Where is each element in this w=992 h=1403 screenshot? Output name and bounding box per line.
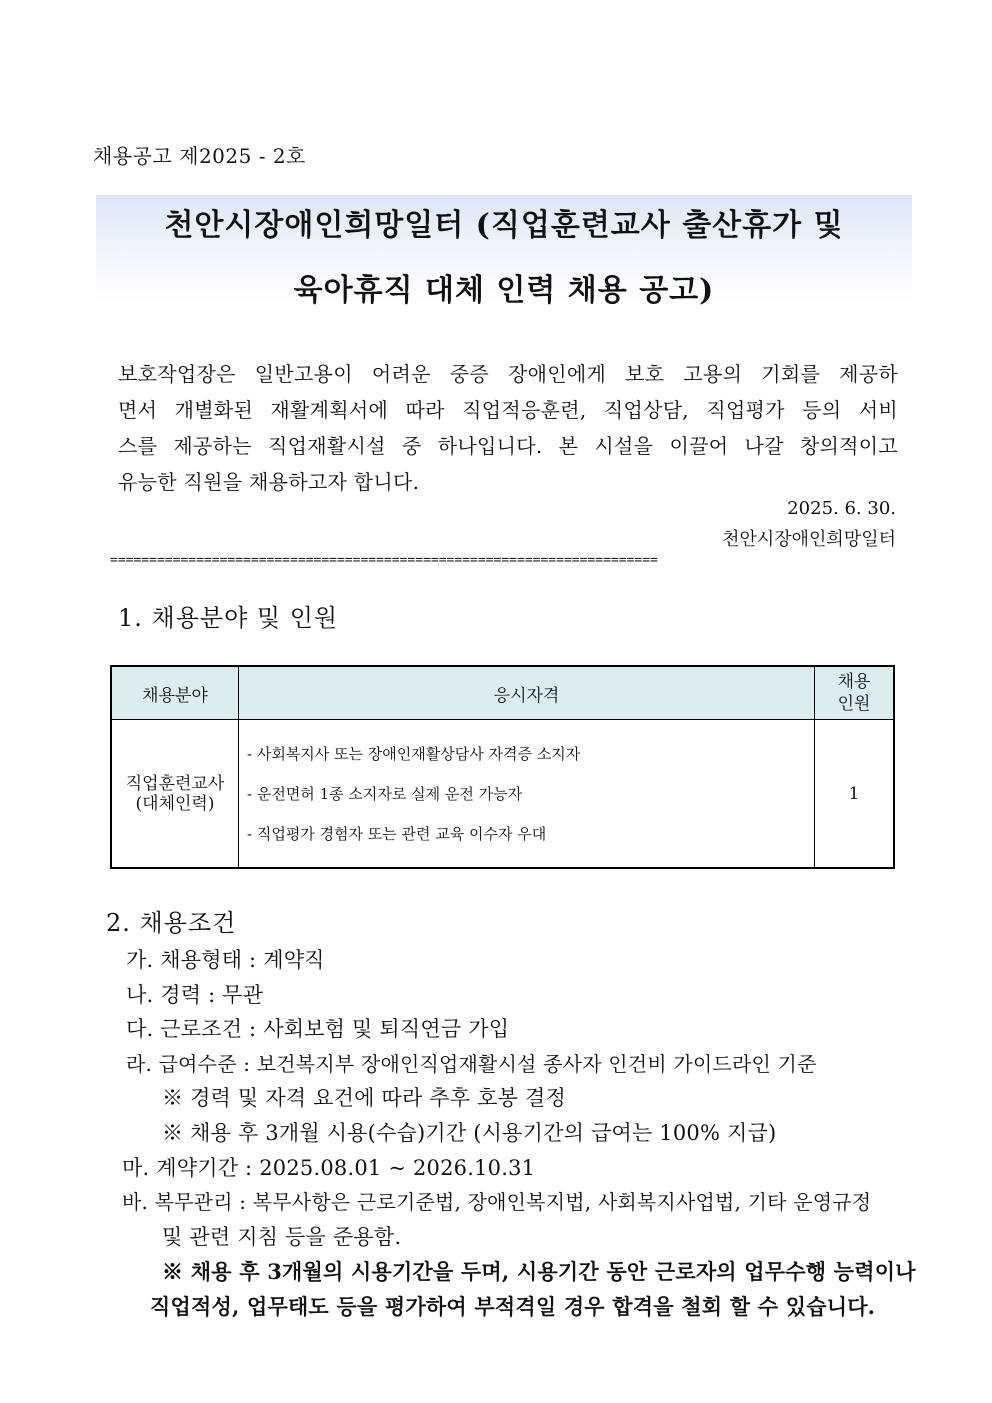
qualification-item: - 사회복지사 또는 장애인재활상담사 자격증 소지자 [247,744,581,763]
header-count-line1: 채용 [837,672,871,692]
probation-note-line1: ※ 채용 후 3개월의 시용기간을 두며, 시용기간 동안 근로자의 업무수행 능력이나 [162,1259,916,1284]
field-line2: (대체인력) [135,793,215,814]
condition-contract-period: 마. 계약기간 : 2025.08.01 ~ 2026.10.31 [122,1156,536,1180]
probation-note-line2: 직업적성, 업무태도 등을 평가하여 부적격일 경우 합격을 철회 할 수 있습니다. [150,1294,876,1319]
field-line1: 직업훈련교사 [125,773,225,794]
cell-qualifications [239,720,815,869]
table-row [111,720,894,869]
qualification-item: - 운전면허 1종 소지자로 실제 운전 가능자 [247,784,523,803]
intro-paragraph [118,356,898,500]
header-count [815,666,895,720]
organization-name: 천안시장애인희망일터 [722,529,896,550]
notice-number: 채용공고 제2025 - 2호 [93,144,306,168]
condition-career: 나. 경력 : 무관 [126,983,264,1007]
intro-line: 스를 제공하는 직업재활시설 중 하나입니다. 본 시설을 이끌어 나갈 창의적이고 [118,434,898,458]
qualification-item: - 직업평가 경험자 또는 관련 교육 이수자 우대 [247,824,547,843]
condition-service-line2: 및 관련 지침 등을 준용함. [162,1225,402,1249]
separator-line: ====================================================================== [110,553,658,568]
page-title-line-1: 천안시장애인희망일터 (직업훈련교사 출산휴가 및 [164,208,844,243]
salary-note-1: ※ 경력 및 자격 요건에 따라 추후 호봉 결정 [162,1086,566,1110]
page-title-line-2: 육아휴직 대체 인력 채용 공고) [293,273,715,308]
intro-line: 보호작업장은 일반고용이 어려운 중증 장애인에게 보호 고용의 기회를 제공하 [118,362,898,386]
header-count-line2: 인원 [837,694,871,714]
condition-working-terms: 다. 근로조건 : 사회보험 및 퇴직연금 가입 [126,1017,510,1041]
header-field: 채용분야 [111,666,239,720]
recruitment-table [110,665,895,869]
condition-salary: 라. 급여수준 : 보건복지부 장애인직업재활시설 종사자 인건비 가이드라인 기준 [126,1052,817,1076]
header-qualifications: 응시자격 [239,666,815,720]
condition-service-line1: 바. 복무관리 : 복무사항은 근로기준법, 장애인복지법, 사회복지사업법, 기타 운영규정 [122,1190,872,1214]
notice-date: 2025. 6. 30. [787,498,896,519]
table-header-row [111,666,894,720]
cell-field [111,720,239,869]
intro-line: 면서 개별화된 재활계획서에 따라 직업적응훈련, 직업상담, 직업평가 등의 서비 [118,398,898,422]
salary-note-2: ※ 채용 후 3개월 시용(수습)기간 (시용기간의 급여는 100% 지급) [162,1121,777,1145]
intro-line: 유능한 직원을 채용하고자 합니다. [118,470,420,494]
condition-employment-type: 가. 채용형태 : 계약직 [126,948,325,972]
section2-heading: 2. 채용조건 [106,909,237,937]
section1-heading: 1. 채용분야 및 인원 [118,604,339,632]
cell-count: 1 [815,720,895,869]
